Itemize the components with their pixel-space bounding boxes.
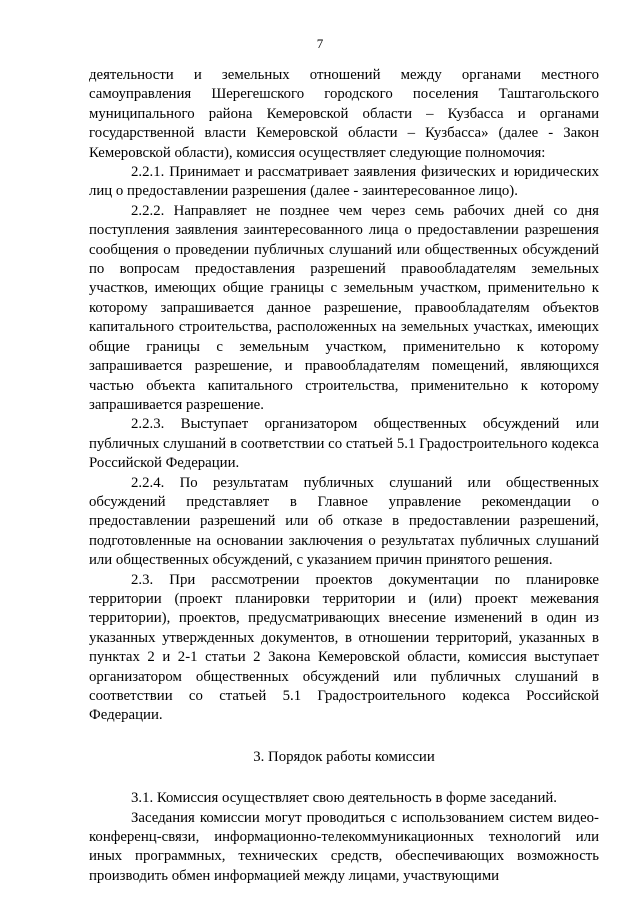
- paragraph-3-1: 3.1. Комиссия осуществляет свою деятельность в форме заседаний.: [131, 790, 558, 807]
- section-heading: 3. Порядок работы комиссии: [253, 748, 435, 765]
- paragraph-2-2-2: 2.2.2. Направляет не позднее чем через семь рабочих дней со дня поступления заявления заинтересованного лица о предоставлении разрешения сообщения о проведении публичных слушаний или общественных обсуждений по вопросам предоставления разрешений правообладателям земельных участков, имеющих общие границы с земельным участком, применительно к которому запрашивается данное разрешение, правообладателям объектов капитального строительства, расположенных на земельных участках, имеющих общие границы с земельным участком, применительно к которому запрашивается разрешение, и правообладателям помещений, являющихся частью объекта капитального строительства, применительно к которому запрашивается разрешение.: [89, 202, 599, 413]
- paragraph-intro-continuation: деятельности и земельных отношений между органами местного самоуправления Шерегешского городского поселения Таштагольского муниципального района Кемеровской области – Кузбасса и органами государственной власти Кемеровской области – Кузбасса» (далее - Закон Кемеровской области), комиссия осуществляет следующие полномочия:: [89, 67, 599, 161]
- paragraph-2-2-3: 2.2.3. Выступает организатором общественных обсуждений или публичных слушаний в соответствии со статьей 5.1 Градостроительного кодекса Российской Федерации.: [89, 416, 599, 472]
- paragraph-3-1-continuation: Заседания комиссии могут проводиться с использованием систем видео-конференц-связи, информационно-телекоммуникационных технологий или иных программных, технических средств, обеспечивающих возможность производить обмен информацией между лицами, участвующими: [89, 809, 599, 884]
- page-number: 7: [316, 36, 324, 51]
- paragraph-2-2-1: 2.2.1. Принимает и рассматривает заявления физических и юридических лиц о предоставлении разрешения (далее - заинтересованное лицо).: [89, 164, 599, 200]
- paragraph-2-2-4: 2.2.4. По результатам публичных слушаний или общественных обсуждений представляет в Главное управление рекомендации о предоставлении разрешений или об отказе в предоставлении разрешений, подготовленные на основании заключения о результатах публичных слушаний или общественных обсуждений, с указанием причин принятого решения.: [89, 474, 599, 569]
- document-body: [89, 66, 599, 886]
- paragraph-2-3: 2.3. При рассмотрении проектов документации по планировке территории (проект планировки территории и (или) проект межевания территории), проектов, предусматривающих внесение изменений в один из указанных утвержденных документов, в отношении территорий, указанных в пунктах 2 и 2-1 статьи 2 Закона Кемеровской области, комиссия выступает организатором общественных обсуждений или публичных слушаний в соответствии со статьей 5.1 Градостроительного кодекса Российской Федерации.: [89, 571, 599, 724]
